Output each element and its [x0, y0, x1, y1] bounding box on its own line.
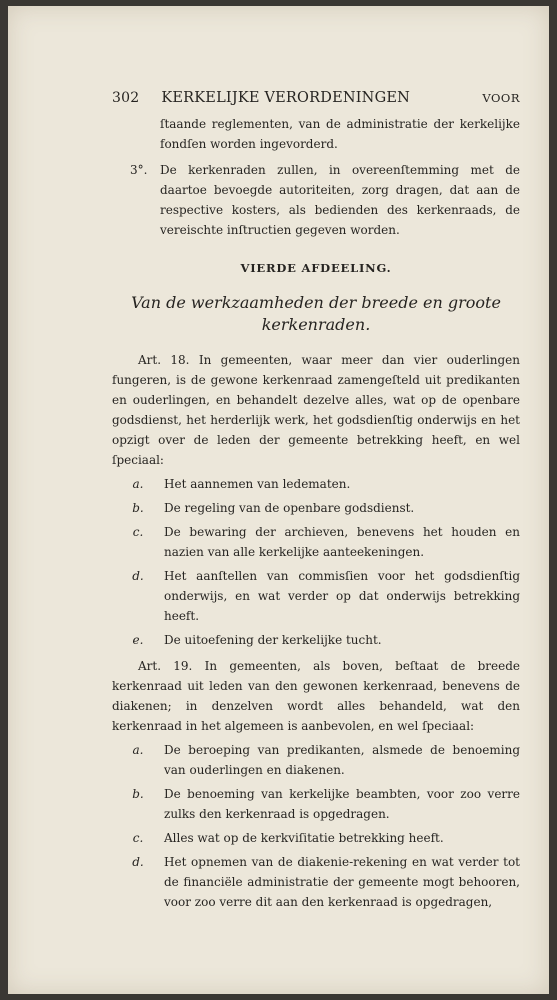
- list-text: De regeling van de openbare godsdienst.: [164, 501, 415, 515]
- section-title: [112, 292, 520, 336]
- list-letter: c.: [132, 831, 144, 845]
- list-text: De uitoefening der kerkelijke tucht.: [164, 633, 382, 647]
- list-letter: b.: [132, 501, 144, 515]
- item-text: De kerkenraden zullen, in overeenſtemming met de daartoe bevoegde autoriteiten, zorg dragen, dat aan de respective kosters, als bedienden des kerkenraads, de vereischte inſtructien gegeven worden.: [160, 163, 520, 237]
- list-letter: d.: [132, 855, 144, 869]
- list-letter: c.: [132, 525, 144, 539]
- book-page: [8, 6, 549, 994]
- page-header: [112, 88, 520, 108]
- page-number: 302: [112, 90, 140, 106]
- list-text: De bewaring der archieven, benevens het houden en nazien van alle kerkelijke aanteekeningen.: [164, 525, 520, 559]
- list-letter: a.: [132, 477, 144, 491]
- item-number: 3°.: [130, 163, 148, 177]
- list-text: De benoeming van kerkelijke beambten, voor zoo verre zulks den kerkenraad is opgedragen.: [164, 787, 520, 821]
- list-item: [112, 828, 520, 848]
- list-item: [112, 498, 520, 518]
- list-item: [112, 784, 520, 824]
- list-item: [112, 740, 520, 780]
- list-text: Het opnemen van de diakenie-rekening en wat verder tot de financiële administratie der gemeente mogt behooren, voor zoo verre dit aan den kerkenraad is opgedragen,: [164, 855, 520, 909]
- list-item: [112, 566, 520, 626]
- list-item: [112, 522, 520, 562]
- list-letter: b.: [132, 787, 144, 801]
- list-item: [112, 630, 520, 650]
- section-heading: VIERDE AFDEELING.: [240, 261, 392, 275]
- list-text: Het aanſtellen van commisſien voor het godsdienſtig onderwijs, en wat verder op dat onderwijs betrekking heeft.: [164, 569, 520, 623]
- list-letter: a.: [132, 743, 144, 757]
- section-title-line-2: kerkenraden.: [261, 315, 371, 334]
- article-19: Art. 19. In gemeenten, als boven, beſtaat de breede kerkenraad uit leden van den gewonen kerkenraad, benevens de diakenen; in denzelven wordt alles behandeld, wat den kerkenraad in het algemeen is aanbevolen, en wel ſpeciaal:: [112, 659, 520, 733]
- section-title-line-1: Van de werkzaamheden der breede en groote: [131, 293, 501, 312]
- list-text: De beroeping van predikanten, alsmede de benoeming van ouderlingen en diakenen.: [164, 743, 520, 777]
- running-title-suffix: VOOR: [482, 91, 520, 105]
- list-letter: d.: [132, 569, 144, 583]
- numbered-item-3: [112, 160, 520, 240]
- list-item: [112, 852, 520, 912]
- list-text: Alles wat op de kerkviſitatie betrekking heeft.: [164, 831, 444, 845]
- running-title: KERKELIJKE VERORDENINGEN: [161, 90, 411, 106]
- intro-continuation: ſtaande reglementen, van de administratie der kerkelijke fondſen worden ingevorderd.: [160, 117, 520, 151]
- page-content: [112, 88, 520, 912]
- article-18: Art. 18. In gemeenten, waar meer dan vier ouderlingen fungeren, is de gewone kerkenraad zamengeſteld uit predikanten en ouderlingen, en behandelt dezelve alles, wat op de openbare godsdienst, het herderlijk werk, het godsdienſtig onderwijs en het opzigt over de leden der gemeente betrekking heeft, en wel ſpeciaal:: [112, 353, 520, 467]
- list-letter: e.: [132, 633, 144, 647]
- list-text: Het aannemen van ledematen.: [164, 477, 351, 491]
- list-item: [112, 474, 520, 494]
